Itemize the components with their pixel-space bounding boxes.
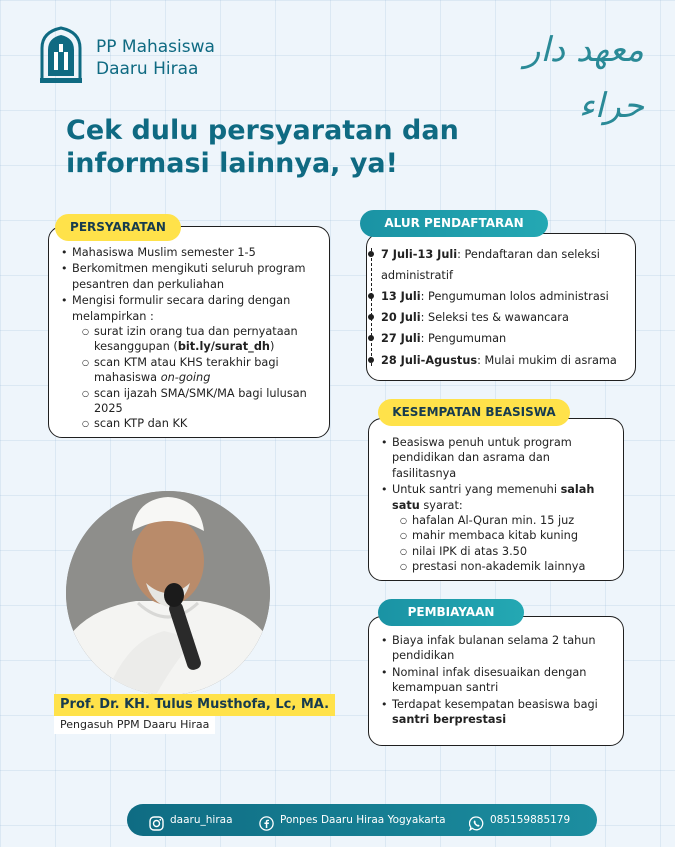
- timeline-desc: : Mulai mukim di asrama: [477, 353, 617, 367]
- alur-card: [366, 233, 636, 381]
- person-role: Pengasuh PPM Daaru Hiraa: [54, 716, 215, 734]
- sub-item-close: ): [269, 340, 275, 354]
- pembiayaan-item-2: Nominal infak disesuaikan dengan kemampuan santri: [392, 665, 587, 695]
- timeline-item: [379, 350, 625, 371]
- sub-item-text: scan KTP dan KK: [94, 417, 188, 431]
- instagram-icon: [149, 812, 164, 827]
- list-item: [381, 482, 615, 574]
- attachment-list: [82, 324, 319, 432]
- list-item: [400, 528, 615, 543]
- timeline-item: [379, 286, 625, 307]
- headline-line-1: Cek dulu persyaratan dan: [66, 115, 459, 146]
- list-item: [381, 665, 615, 696]
- person-photo: [66, 491, 270, 695]
- list-item: [61, 261, 319, 292]
- list-item: [61, 245, 319, 260]
- sub-item-text: scan KTM atau KHS terakhir bagi mahasiswa: [94, 355, 279, 385]
- beasiswa-item-2: Untuk santri yang memenuhi: [392, 483, 561, 497]
- timeline-item: [379, 328, 625, 349]
- sub-item-text: surat izin orang tua dan pernyataan kesanggupan (: [94, 325, 298, 354]
- sub-item-text: mahir membaca kitab kuning: [412, 529, 579, 543]
- list-item: [61, 293, 319, 432]
- mosque-logo-icon: [38, 26, 84, 84]
- instagram-handle: daaru_hiraa: [170, 814, 233, 826]
- timeline-date: 20 Juli: [381, 311, 421, 325]
- list-item: [400, 513, 615, 528]
- facebook-link[interactable]: [259, 804, 446, 836]
- persyaratan-item-2: Berkomitmen mengikuti seluruh program pesantren dan perkuliahan: [72, 262, 306, 291]
- sub-item-italic: on-going: [160, 371, 211, 385]
- persyaratan-list: [61, 245, 319, 432]
- headline-line-2: informasi lainnya, ya!: [66, 148, 398, 179]
- list-item: [82, 416, 319, 431]
- persyaratan-title: PERSYARATAN: [55, 214, 181, 241]
- whatsapp-icon: [469, 812, 484, 827]
- syarat-list: [400, 513, 615, 575]
- beasiswa-item-1: Beasiswa penuh untuk program pendidikan dan asrama dan fasilitasnya: [392, 436, 572, 480]
- timeline-date: 13 Juli: [381, 290, 421, 303]
- list-item: [381, 697, 615, 728]
- timeline-item: [379, 307, 625, 328]
- brand-line-2: Daaru Hiraa: [96, 59, 199, 79]
- timeline-desc: : Pengumuman: [420, 332, 507, 346]
- list-item: [82, 324, 319, 355]
- timeline-line: [371, 248, 372, 366]
- timeline-date: 27 Juli: [381, 332, 421, 346]
- footer-bar: [127, 804, 597, 836]
- alur-title: ALUR PENDAFTARAN: [360, 210, 548, 237]
- list-item: [381, 633, 615, 664]
- timeline-desc: : Pendaftaran dan seleksi administratif: [381, 248, 600, 282]
- pembiayaan-item-3-bold: santri berprestasi: [392, 713, 507, 727]
- facebook-page: Ponpes Daaru Hiraa Yogyakarta: [280, 814, 446, 826]
- timeline-item: [379, 244, 625, 286]
- beasiswa-item-2-end: syarat:: [419, 498, 463, 512]
- brand-name: [96, 36, 215, 80]
- persyaratan-item-1: Mahasiswa Muslim semester 1-5: [72, 246, 256, 259]
- page-headline: [66, 114, 626, 180]
- timeline-desc: : Pengumuman lolos administrasi: [420, 290, 609, 303]
- beasiswa-item-2-bold: salah satu: [392, 483, 595, 512]
- pembiayaan-item-1: Biaya infak bulanan selama 2 tahun pendidikan: [392, 634, 596, 663]
- phone-link[interactable]: [469, 804, 570, 836]
- facebook-icon: [259, 812, 274, 827]
- arabic-wordmark: معهد دار حراء: [524, 30, 644, 126]
- timeline-date: 7 Juli-13 Juli: [381, 248, 458, 261]
- list-item: [82, 386, 319, 417]
- sub-item-text: hafalan Al-Quran min. 15 juz: [412, 514, 575, 528]
- phone-number: 085159885179: [490, 814, 571, 826]
- list-item: [82, 355, 319, 386]
- brand-line-1: PP Mahasiswa: [96, 37, 215, 57]
- list-item: [381, 435, 615, 481]
- beasiswa-card: [368, 418, 624, 581]
- pembiayaan-card: [368, 616, 624, 746]
- pembiayaan-list: [381, 633, 615, 727]
- list-item: [400, 559, 615, 574]
- surat-link[interactable]: bit.ly/surat_dh: [177, 340, 270, 354]
- sub-item-text: nilai IPK di atas 3.50: [412, 544, 528, 558]
- timeline-date: 28 Juli-Agustus: [381, 353, 478, 367]
- timeline-desc: : Seleksi tes & wawancara: [420, 311, 569, 325]
- persyaratan-item-3: Mengisi formulir secara daring dengan melampirkan :: [72, 294, 291, 323]
- person-name: Prof. Dr. KH. Tulus Musthofa, Lc, MA.: [54, 694, 335, 716]
- pembiayaan-title: PEMBIAYAAN: [378, 599, 524, 626]
- pembiayaan-item-3: Terdapat kesempatan beasiswa bagi: [392, 697, 598, 711]
- sub-item-text: prestasi non-akademik lainnya: [412, 560, 586, 574]
- sub-item-text: scan ijazah SMA/SMK/MA bagi lulusan 2025: [94, 386, 307, 416]
- instagram-link[interactable]: [149, 804, 233, 836]
- persyaratan-card: [48, 226, 330, 438]
- beasiswa-list: [381, 435, 615, 575]
- beasiswa-title: KESEMPATAN BEASISWA: [378, 399, 570, 426]
- list-item: [400, 544, 615, 559]
